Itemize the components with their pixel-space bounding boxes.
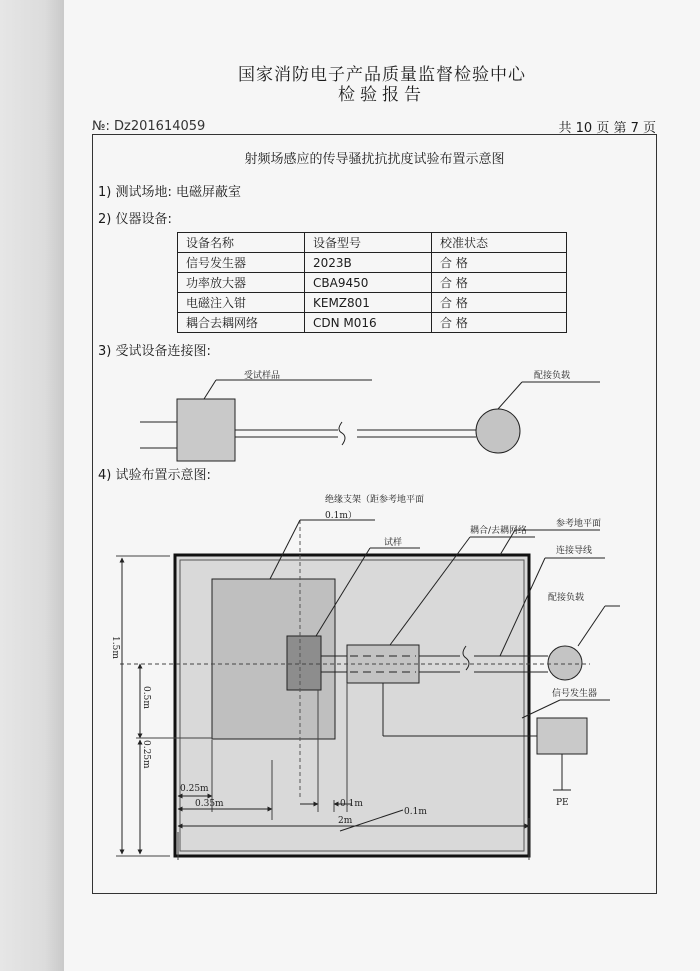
cell-status: 合 格 — [432, 273, 567, 293]
pe-label: PE — [556, 798, 569, 808]
dim-0-25m-vertical: 0.25m — [141, 740, 151, 769]
col-header-name: 设备名称 — [178, 233, 305, 253]
col-header-model: 设备型号 — [305, 233, 432, 253]
cell-status: 合 格 — [432, 313, 567, 333]
dim-1-5m: 1.5m — [110, 636, 120, 659]
cable-label: 连接导线 — [556, 546, 593, 556]
generator-label: 信号发生器 — [552, 689, 598, 699]
cell-name: 功率放大器 — [178, 273, 305, 293]
connection-diagram — [140, 369, 600, 461]
cell-name: 电磁注入钳 — [178, 293, 305, 313]
load-label: 配接负载 — [534, 371, 571, 381]
dim-0-25m-horizontal: 0.25m — [180, 784, 209, 794]
cell-model: 2023B — [305, 253, 432, 273]
cell-model: CBA9450 — [305, 273, 432, 293]
load-circle — [476, 409, 520, 453]
sample-box — [287, 636, 321, 690]
ground-plane-label: 参考地平面 — [556, 519, 602, 529]
dim-0-1m-b: 0.1m — [404, 807, 427, 817]
layout-diagram — [110, 493, 620, 860]
section-layout: 4) 试验布置示意图: — [98, 468, 211, 483]
cell-name: 信号发生器 — [178, 253, 305, 273]
eut-label: 受试样品 — [244, 371, 281, 381]
cell-name: 耦合去耦网络 — [178, 313, 305, 333]
cell-model: CDN M016 — [305, 313, 432, 333]
support-height-label: 0.1m） — [325, 511, 357, 521]
col-header-status: 校准状态 — [432, 233, 567, 253]
dim-0-35m: 0.35m — [195, 799, 224, 809]
load-label: 配接负载 — [548, 593, 585, 603]
organization-title: 国家消防电子产品质量监督检验中心 — [238, 65, 526, 85]
section-test-site: 1) 测试场地: 电磁屏蔽室 — [98, 185, 241, 200]
document-type: 检验报告 — [338, 85, 426, 105]
dim-0-1m-a: 0.1m — [340, 799, 363, 809]
dim-2m: 2m — [338, 816, 353, 826]
section-equipment: 2) 仪器设备: — [98, 212, 172, 227]
cell-status: 合 格 — [432, 253, 567, 273]
eut-box — [177, 399, 235, 461]
dim-0-5m: 0.5m — [141, 686, 151, 709]
report-number: №: Dz201614059 — [92, 119, 206, 134]
cell-status: 合 格 — [432, 293, 567, 313]
cdn-label: 耦合/去耦网络 — [470, 526, 528, 536]
cell-model: KEMZ801 — [305, 293, 432, 313]
load-circle — [548, 646, 582, 680]
cable-break-symbol — [339, 422, 345, 445]
sample-label: 试样 — [384, 538, 403, 548]
section-connection: 3) 受试设备连接图: — [98, 344, 211, 359]
support-label: 绝缘支架（距参考地平面 — [325, 495, 425, 505]
page-indicator: 共 10 页 第 7 页 — [558, 121, 656, 136]
signal-generator-box — [537, 718, 587, 754]
figure-title: 射频场感应的传导骚扰抗扰度试验布置示意图 — [244, 152, 505, 167]
